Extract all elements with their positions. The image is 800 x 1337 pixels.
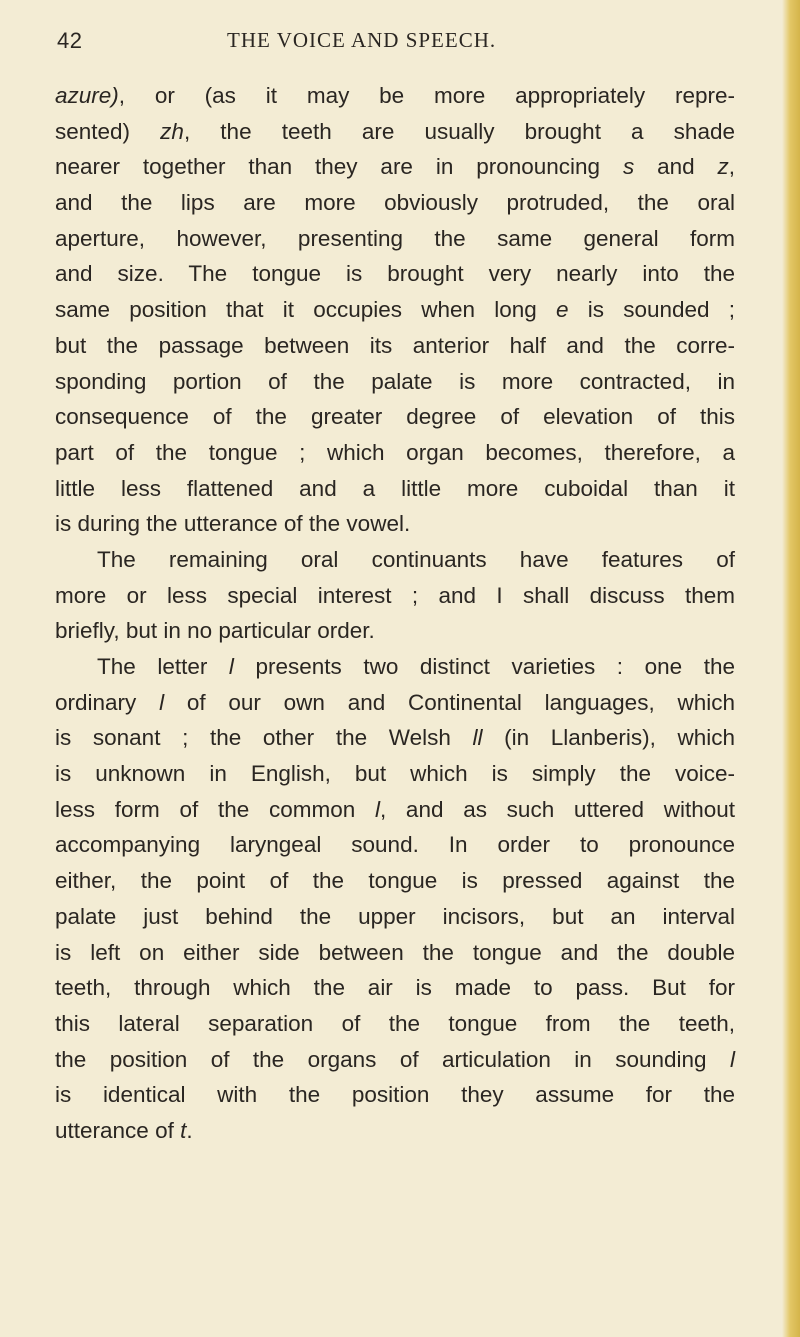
text-line bbox=[55, 185, 735, 221]
text-run: this lateral separation of the tongue from the teeth, bbox=[55, 1010, 735, 1036]
text-line bbox=[55, 1113, 735, 1149]
text-line bbox=[55, 435, 735, 471]
italic-term: t bbox=[180, 1117, 187, 1143]
text-run: is left on either side between the tongue and the double bbox=[55, 939, 735, 965]
text-line bbox=[55, 613, 735, 649]
text-line bbox=[55, 149, 735, 185]
text-run: either, the point of the tongue is pressed against the bbox=[55, 868, 735, 894]
text-run: . bbox=[186, 1117, 193, 1143]
text-line bbox=[55, 863, 735, 899]
text-run: of our own and Continental languages, which bbox=[164, 689, 735, 715]
text-run: is identical with the position they assume for the bbox=[55, 1082, 735, 1108]
page-edge bbox=[782, 0, 800, 1337]
italic-term: z bbox=[717, 154, 729, 180]
text-line bbox=[55, 221, 735, 257]
text-line bbox=[55, 292, 735, 328]
text-run: the position of the organs of articulation in sounding bbox=[55, 1046, 730, 1072]
text-run: ordinary bbox=[55, 689, 160, 715]
text-run: same position that it occupies when long bbox=[55, 297, 556, 323]
text-line bbox=[55, 399, 735, 435]
text-line bbox=[55, 328, 735, 364]
text-line bbox=[55, 578, 735, 614]
page-number: 42 bbox=[57, 28, 83, 53]
text-line bbox=[55, 649, 735, 685]
page-header bbox=[57, 28, 729, 60]
italic-term: s bbox=[622, 154, 635, 180]
text-run: aperture, however, presenting the same general form bbox=[55, 225, 735, 251]
text-run: part of the tongue ; which organ becomes, therefore, a bbox=[55, 439, 735, 465]
text-run: is sounded ; bbox=[568, 297, 735, 323]
text-run: is during the utterance of the vowel. bbox=[55, 511, 411, 537]
body-text bbox=[55, 78, 735, 1149]
text-run: and bbox=[634, 154, 718, 180]
text-line bbox=[55, 756, 735, 792]
running-head: THE VOICE AND SPEECH. bbox=[227, 28, 497, 52]
text-run: briefly, but in no particular order. bbox=[55, 618, 375, 644]
text-run: accompanying laryngeal sound. In order to pronounce bbox=[55, 832, 735, 858]
text-run: sponding portion of the palate is more contracted, in bbox=[55, 368, 735, 394]
text-line bbox=[55, 506, 735, 542]
text-line bbox=[55, 1042, 735, 1078]
text-run: presents two distinct varieties : one the bbox=[233, 654, 735, 679]
text-line bbox=[55, 471, 735, 507]
text-run: is sonant ; the other the Welsh bbox=[55, 725, 473, 751]
text-run: less form of the common bbox=[55, 796, 375, 822]
text-run: , the teeth are usually brought a shade bbox=[183, 118, 735, 144]
text-run: and the lips are more obviously protruded, the oral bbox=[55, 190, 735, 216]
italic-term: l bbox=[159, 689, 165, 715]
text-line bbox=[55, 685, 735, 721]
text-run: nearer together than they are in pronouncing bbox=[55, 154, 623, 180]
text-line bbox=[55, 78, 735, 114]
text-run: The letter bbox=[97, 654, 229, 679]
italic-term: l bbox=[730, 1046, 735, 1072]
italic-term: l bbox=[228, 654, 234, 679]
italic-term: e bbox=[556, 297, 569, 323]
text-line bbox=[55, 364, 735, 400]
text-line bbox=[55, 114, 735, 150]
italic-term: zh bbox=[160, 118, 184, 144]
text-line bbox=[55, 899, 735, 935]
text-run: consequence of the greater degree of elevation of this bbox=[55, 404, 735, 430]
italic-term: ll bbox=[472, 725, 483, 751]
text-run: utterance of bbox=[55, 1117, 181, 1143]
italic-term: azure) bbox=[55, 83, 119, 108]
text-line bbox=[55, 792, 735, 828]
text-run: little less flattened and a little more cuboidal than it bbox=[55, 475, 735, 501]
text-run: , bbox=[728, 154, 735, 180]
text-line bbox=[55, 1077, 735, 1113]
text-line bbox=[55, 935, 735, 971]
text-run: is unknown in English, but which is simply the voice- bbox=[55, 761, 735, 787]
text-run: sented) bbox=[55, 118, 161, 144]
text-run: palate just behind the upper incisors, but an interval bbox=[55, 903, 735, 929]
text-run: , and as such uttered without bbox=[379, 796, 735, 822]
text-line bbox=[55, 720, 735, 756]
text-run: , or (as it may be more appropriately repre- bbox=[118, 83, 735, 108]
text-run: but the passage between its anterior half and the corre- bbox=[55, 332, 735, 358]
text-line bbox=[55, 256, 735, 292]
text-run: teeth, through which the air is made to pass. But for bbox=[55, 975, 735, 1001]
text-run: more or less special interest ; and I shall discuss them bbox=[55, 582, 735, 608]
text-run: The remaining oral continuants have features of bbox=[97, 546, 735, 572]
text-line bbox=[55, 970, 735, 1006]
italic-term: l bbox=[374, 796, 380, 822]
text-line bbox=[55, 827, 735, 863]
text-run: (in Llanberis), which bbox=[482, 725, 735, 751]
text-line bbox=[55, 542, 735, 578]
text-line bbox=[55, 1006, 735, 1042]
text-run: and size. The tongue is brought very nearly into the bbox=[55, 261, 735, 287]
